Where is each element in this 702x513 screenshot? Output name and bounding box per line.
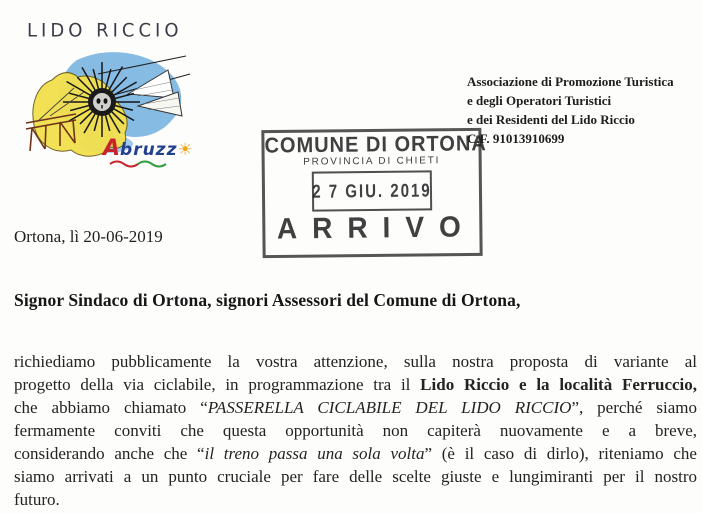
body-line: siamo arrivati a un punto cruciale per fare delle scelte giuste e lungimiranti per il nostro <box>14 467 697 486</box>
italic-segment: PASSERELLA CICLABILE DEL LIDO RICCIO <box>207 398 572 417</box>
letter-salutation: Signor Sindaco di Ortona, signori Assessori del Comune di Ortona, <box>14 290 521 310</box>
abruzzo-letters: bruzz <box>120 140 178 160</box>
association-header <box>467 72 699 148</box>
association-fiscal-code: C.F. 91013910699 <box>467 131 565 146</box>
body-line: futuro. <box>14 490 60 509</box>
arrival-stamp <box>261 128 487 258</box>
stamp-date: 2 7 GIU. 2019 <box>312 179 432 203</box>
bold-segment: Lido Riccio e la località Ferruccio, <box>420 375 698 394</box>
association-line: Associazione di Promozione Turistica <box>467 74 674 89</box>
body-line: considerando anche che “il treno passa una sola volta” (è il caso di dirlo), riteniamo che <box>14 444 697 463</box>
letter-dateline: Ortona, lì 20-06-2019 <box>14 227 163 246</box>
body-line: fermamente conviti che questa opportunità non capiterà nuovamente e a breve, <box>14 421 697 440</box>
body-line: progetto della via ciclabile, in programmazione tra il Lido Riccio e la località Ferruccio, <box>14 375 698 394</box>
stamp-date-box <box>312 170 432 211</box>
abruzzo-wordmark <box>103 138 193 160</box>
stamp-municipality: COMUNE DI ORTONA <box>264 131 487 158</box>
sun-icon: ☀ <box>177 140 193 160</box>
letter-body <box>14 350 697 511</box>
stamp-arrival-label: ARRIVO <box>276 210 476 245</box>
abruzzo-letter-a: A <box>103 136 121 161</box>
italic-segment: il treno passa una sola volta <box>204 444 425 463</box>
abruzzo-wave <box>108 158 172 168</box>
logo-title: LIDO RICCIO <box>27 19 183 42</box>
stamp-province: PROVINCIA DI CHIETI <box>303 155 441 168</box>
body-line: richiediamo pubblicamente la vostra attenzione, sulla nostra proposta di variante al <box>14 352 697 371</box>
body-line: che abbiamo chiamato “PASSERELLA CICLABILE DEL LIDO RICCIO”, perché siamo <box>14 398 698 417</box>
association-line: e degli Operatori Turistici <box>467 93 612 108</box>
association-line: e dei Residenti del Lido Riccio <box>467 112 635 127</box>
